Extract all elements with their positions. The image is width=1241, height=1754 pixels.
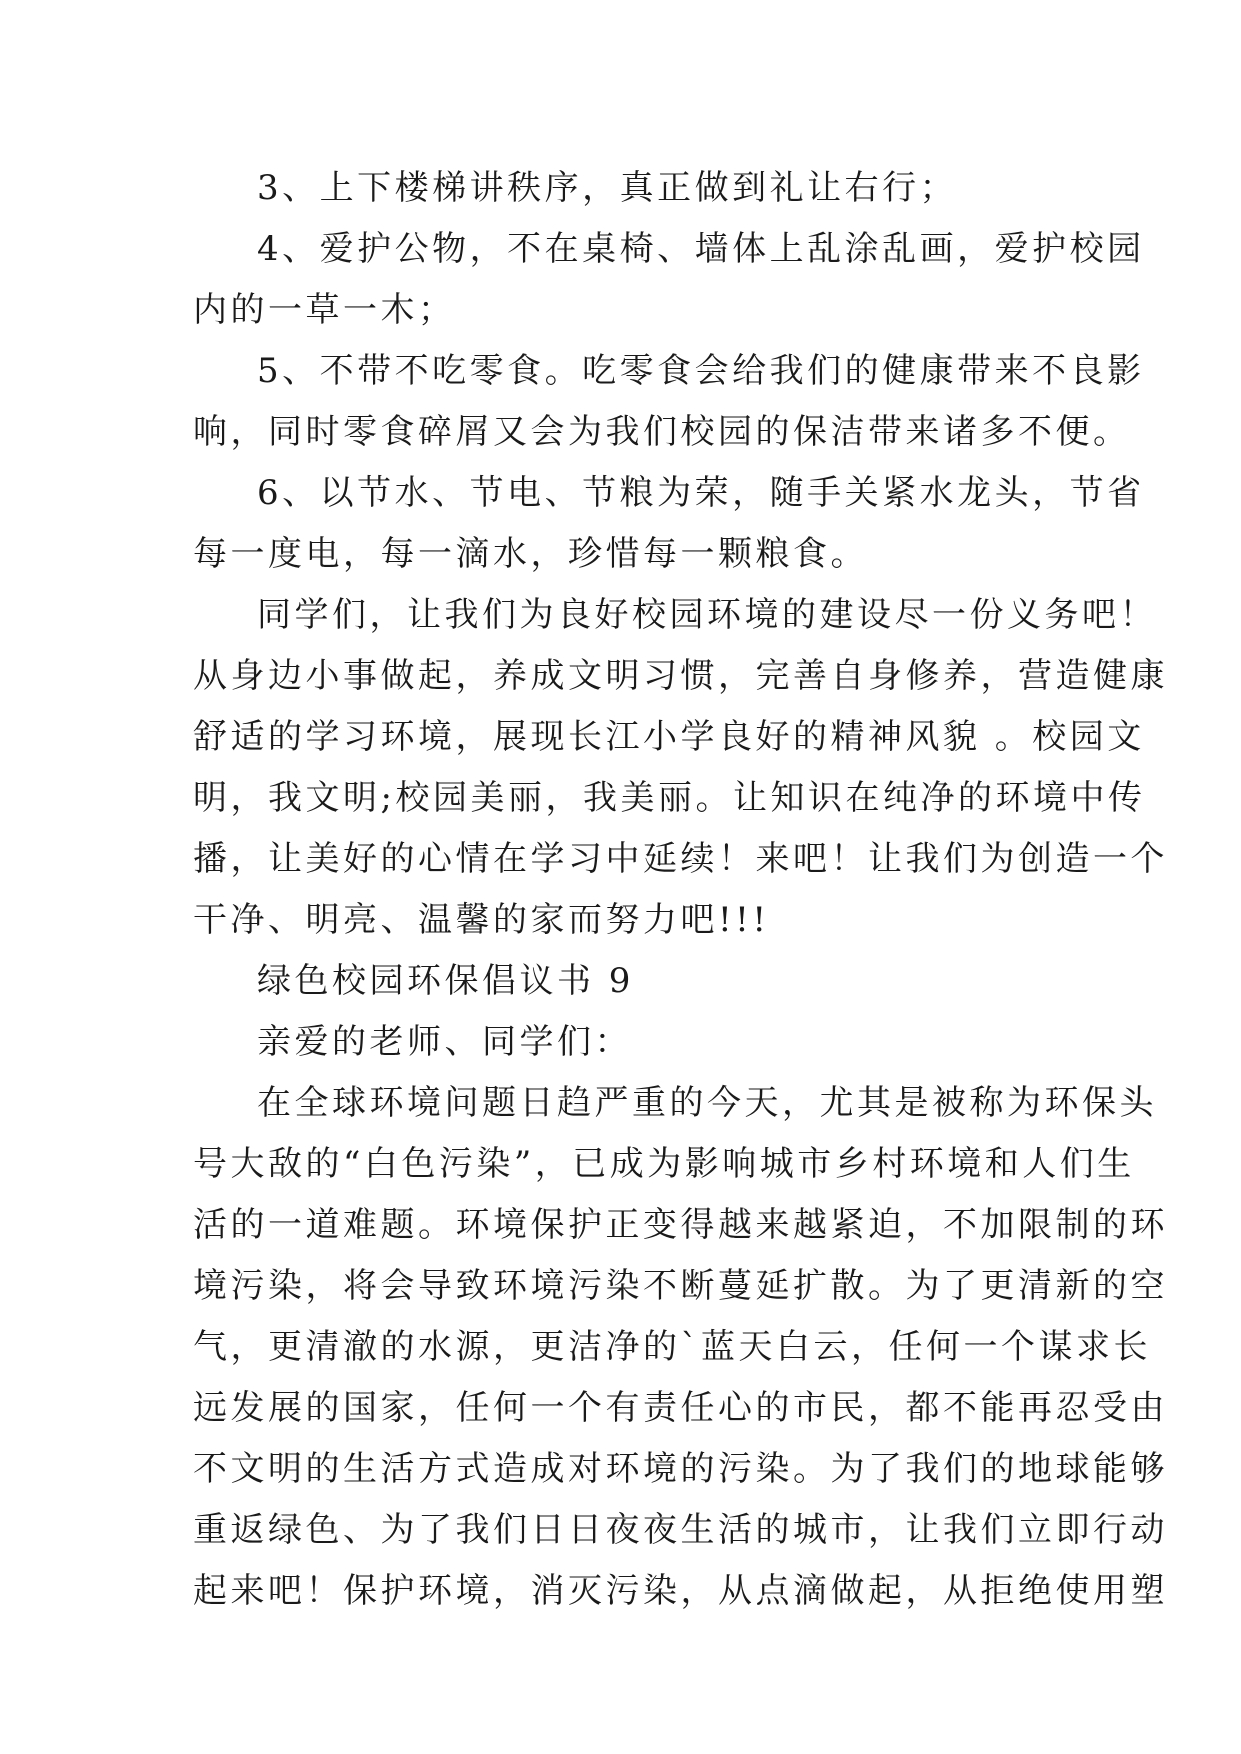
paragraph-line-rule-5-start: 5、不带不吃零食。吃零食会给我们的健康带来不良影: [257, 351, 1145, 391]
paragraph-line-rule-5-end: 响，同时零食碎屑又会为我们校园的保洁带来诸多不便。: [193, 412, 1131, 452]
paragraph-line-body-8: 重返绿色、为了我们日日夜夜生活的城市，让我们立即行动: [193, 1510, 1168, 1550]
paragraph-line-body-9: 起来吧！保护环境，消灭污染，从点滴做起，从拒绝使用塑: [193, 1571, 1168, 1611]
paragraph-line-body-4: 境污染，将会导致环境污染不断蔓延扩散。为了更清新的空: [193, 1266, 1168, 1306]
paragraph-line-rule-4-end: 内的一草一木；: [193, 290, 456, 330]
section-title: 绿色校园环保倡议书 9: [257, 961, 634, 1001]
paragraph-line-body-3: 活的一道难题。环境保护正变得越来越紧迫，不加限制的环: [193, 1205, 1168, 1245]
document-body: [193, 158, 1168, 1622]
paragraph-line-rule-4-start: 4、爱护公物，不在桌椅、墙体上乱涂乱画，爱护校园: [257, 229, 1145, 269]
paragraph-line-closing-5: 播，让美好的心情在学习中延续！来吧！让我们为创造一个: [193, 839, 1168, 879]
paragraph-line-body-6: 远发展的国家，任何一个有责任心的市民，都不能再忍受由: [193, 1388, 1168, 1428]
salutation: 亲爱的老师、同学们：: [257, 1022, 632, 1062]
paragraph-line-closing-4: 明，我文明;校园美丽，我美丽。让知识在纯净的环境中传: [193, 778, 1146, 818]
paragraph-line-body-5: 气，更清澈的水源，更洁净的`蓝天白云，任何一个谋求长: [193, 1327, 1151, 1367]
paragraph-line-body-2: 号大敌的“白色污染”，已成为影响城市乡村环境和人们生: [193, 1144, 1135, 1184]
paragraph-line-closing-2: 从身边小事做起，养成文明习惯，完善自身修养，营造健康: [193, 656, 1168, 696]
paragraph-line-rule-3: 3、上下楼梯讲秩序，真正做到礼让右行；: [257, 168, 958, 208]
paragraph-line-closing-3: 舒适的学习环境，展现长江小学良好的精神风貌 。校园文: [193, 717, 1145, 757]
paragraph-line-rule-6-end: 每一度电，每一滴水，珍惜每一颗粮食。: [193, 534, 868, 574]
paragraph-line-rule-6-start: 6、以节水、节电、节粮为荣，随手关紧水龙头，节省: [257, 473, 1145, 513]
paragraph-line-body-7: 不文明的生活方式造成对环境的污染。为了我们的地球能够: [193, 1449, 1168, 1489]
paragraph-line-body-1: 在全球环境问题日趋严重的今天，尤其是被称为环保头: [257, 1083, 1157, 1123]
paragraph-line-closing-1: 同学们，让我们为良好校园环境的建设尽一份义务吧！: [257, 595, 1157, 635]
paragraph-line-closing-6: 干净、明亮、温馨的家而努力吧!!!: [193, 900, 770, 940]
